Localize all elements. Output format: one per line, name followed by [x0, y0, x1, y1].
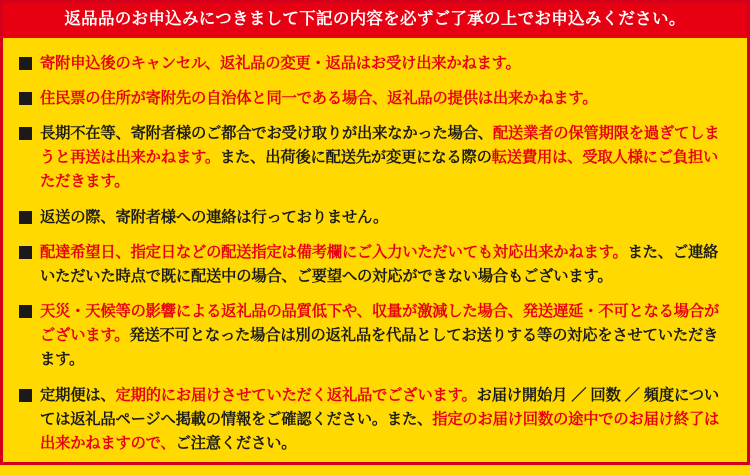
square-bullet-icon: [19, 246, 32, 259]
notice-item-delivery-date-policy: [19, 241, 729, 289]
square-bullet-icon: [19, 211, 32, 224]
notice-item-cancel-policy: [19, 52, 729, 76]
notice-item-text: [40, 87, 729, 111]
square-bullet-icon: [19, 389, 32, 402]
notice-items-list: [3, 38, 747, 475]
notice-item-weather-policy: [19, 300, 729, 372]
square-bullet-icon: [19, 127, 32, 140]
notice-item-segment: 配送業者の保管期限を過ぎてしまうと再送は出来かねます。: [40, 125, 720, 167]
notice-item-segment: 発送不可となった場合は別の返礼品を代品としてお送りする等の対応をさせていただきます。: [40, 327, 719, 369]
notice-item-segment: 寄附申込後のキャンセル、返礼品の変更・返品はお受け出来かねます。: [40, 54, 521, 72]
notice-item-text: [40, 241, 729, 289]
notice-item-subscription-policy: [19, 384, 729, 456]
notice-item-segment: 長期不在等、寄附者様のご都合でお受け取りが出来なかった場合、: [40, 125, 493, 143]
notice-item-text: [40, 384, 729, 456]
square-bullet-icon: [19, 92, 32, 105]
notice-item-segment: また、出荷後に配送先が変更になる際の: [219, 149, 492, 167]
notice-item-absence-policy: [19, 122, 729, 194]
notice-item-segment: 返送の際、寄附者様への連絡は行っておりません。: [40, 208, 389, 226]
notice-item-segment: 指定のお届け回数の途中でのお届け終了は出来かねますので、: [40, 410, 720, 452]
notice-item-text: [40, 122, 729, 194]
notice-item-segment: ご注意ください。: [175, 434, 297, 452]
square-bullet-icon: [19, 305, 32, 318]
notice-item-text: [40, 206, 729, 230]
square-bullet-icon: [19, 57, 32, 70]
notice-item-segment: 住民票の住所が寄附先の自治体と同一である場合、返礼品の提供は出来かねます。: [40, 89, 598, 107]
notice-item-segment: また、ご連絡いただいた時点で既に配送中の場合、ご要望への対応ができない場合もございます。: [40, 243, 719, 285]
notice-item-segment: 配達希望日、指定日などの配送指定は備考欄にご入力いただいても対応出来かねます。: [40, 243, 628, 261]
notice-item-segment: お届け開始月 ／ 回数 ／ 頻度については返礼品ページへ掲載の情報をご確認ください。また、: [40, 386, 719, 428]
notice-item-return-contact-policy: [19, 206, 729, 230]
notice-item-residence-policy: [19, 87, 729, 111]
notice-item-text: [40, 300, 729, 372]
notice-item-segment: 転送費用は、受取人様にご負担いただきます。: [40, 149, 719, 191]
notice-item-segment: 定期的にお届けさせていただく返礼品でございます。: [115, 386, 477, 404]
notice-item-segment: 天災・天候等の影響による返礼品の品質低下や、収量が激減した場合、発送遅延・不可となる場合がございます。: [40, 303, 720, 345]
notice-header-title: 返品品のお申込みにつきまして下記の内容を必ずご了承の上でお申込みください。: [3, 3, 747, 38]
notice-item-segment: 定期便は、: [40, 386, 116, 404]
notice-item-text: [40, 52, 729, 76]
